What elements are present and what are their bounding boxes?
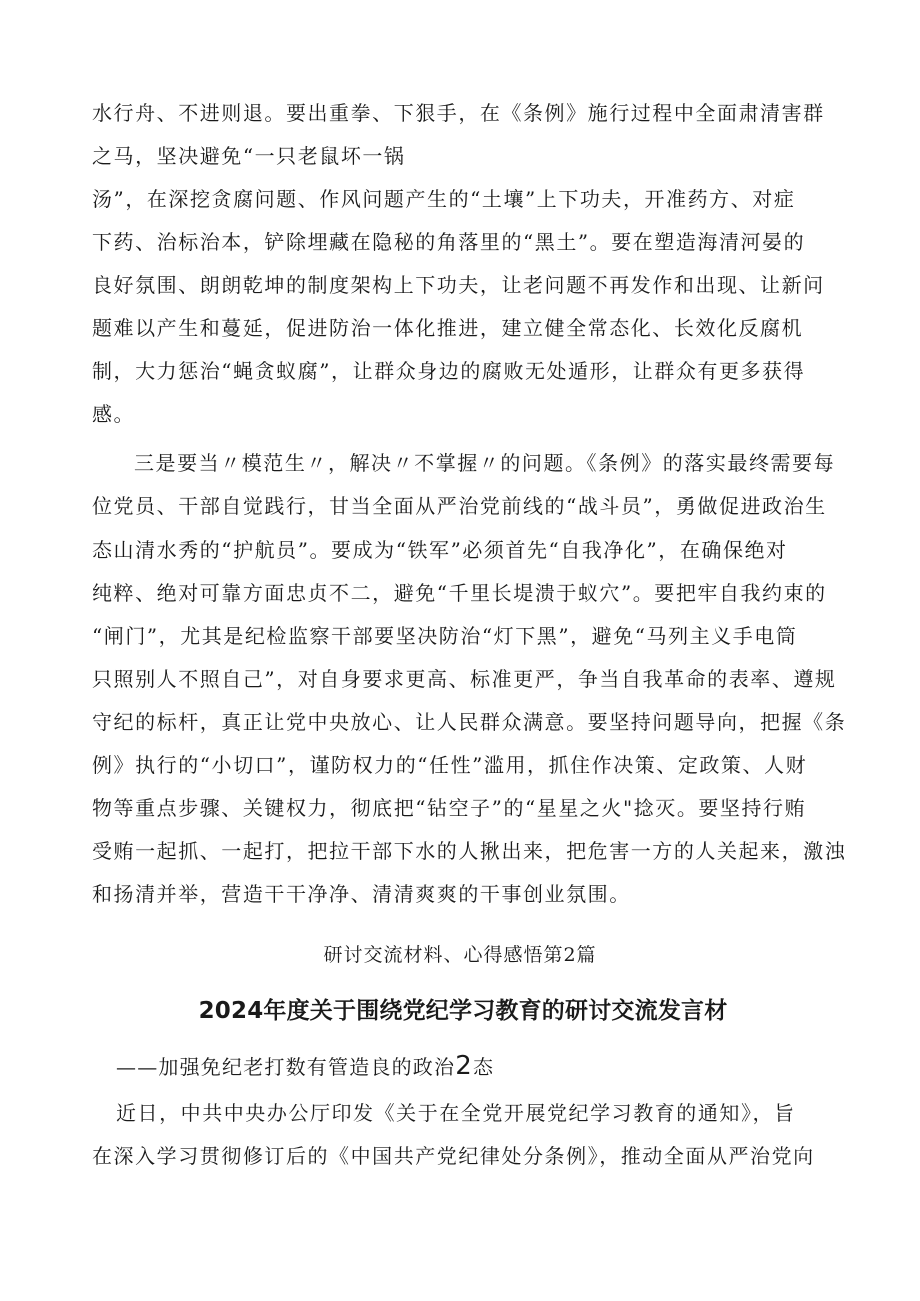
document-title: 2024年度关于围绕党纪学习教育的研讨交流发言材 xyxy=(198,998,728,1024)
paragraph-line: 三是要当〃模范生〃，解决〃不掌握〃的问题。《条例》的落实最终需要每 xyxy=(134,451,836,475)
paragraph-line: 只照别人不照自己”，对自身要求更高、标准更严，争当自我革命的表率、遵规 xyxy=(92,667,837,691)
paragraph-line: 制，大力惩治“蝇贪蚁腐”，让群众身边的腐败无处遁形，让群众有更多获得 xyxy=(92,359,806,383)
paragraph-line: 例》执行的“小切口”，谨防权力的“任性”滥用，抓住作决策、定政策、人财 xyxy=(92,753,808,777)
paragraph-line: 纯粹、绝对可靠方面忠贞不二，避免“千里长堤溃于蚁穴”。要把牢自我约束的 xyxy=(92,581,827,605)
paragraph-line: 汤”，在深挖贪腐问题、作风问题产生的“土壤”上下功夫，开准药方、对症 xyxy=(92,187,796,211)
paragraph-line: 水行舟、不进则退。要出重拳、下狠手，在《条例》施行过程中全面肃清害群 xyxy=(92,101,825,125)
paragraph-line: 和扬清并举，营造干干净净、清清爽爽的干事创业氛围。 xyxy=(92,882,631,906)
paragraph-line: 在深入学习贯彻修订后的《中国共产党纪律处分条例》，推动全面从严治党向 xyxy=(92,1144,815,1168)
subtitle-prefix: ——加强免纪老打数有管造良的政治 xyxy=(116,1055,456,1079)
section-label: 研讨交流材料、心得感悟第2篇 xyxy=(323,944,597,966)
paragraph-line: 良好氛围、朗朗乾坤的制度架构上下功夫，让老问题不再发作和出现、让新问 xyxy=(92,273,825,297)
paragraph-line: 物等重点步骤、关键权力，彻底把“钻空子”的“星星之火"捻灭。要坚持行贿 xyxy=(92,796,807,820)
paragraph-line: 题难以产生和蔓延，促进防治一体化推进，建立健全常态化、长效化反腐机 xyxy=(92,316,804,340)
paragraph-line: 近日，中共中央办公厅印发《关于在全党开展党纪学习教育的通知》，旨 xyxy=(116,1101,796,1125)
subtitle-suffix: 态 xyxy=(472,1055,495,1079)
paragraph-line: 感。 xyxy=(92,402,136,426)
paragraph-line: 守纪的标杆，真正让党中央放心、让人民群众满意。要坚持问题导向，把握《条 xyxy=(92,710,847,734)
paragraph-line: 受贿一起抓、一起打，把拉干部下水的人揪出来，把危害一方的人关起来，激浊 xyxy=(92,839,847,863)
subtitle-digit: 2 xyxy=(455,1051,473,1081)
document-subtitle xyxy=(116,1051,494,1082)
paragraph-line: “闸门”，尤其是纪检监察干部要坚决防治“灯下黑”，避免“马列主义手电筒 xyxy=(92,624,798,648)
paragraph-line: 态山清水秀的“护航员”。要成为“铁军”必须首先“自我净化”，在确保绝对 xyxy=(92,538,788,562)
paragraph-line: 位党员、干部自觉践行，甘当全面从严治党前线的“战斗员”，勇做促进政治生 xyxy=(92,494,827,518)
paragraph-line: 下药、治标治本，铲除埋藏在隐秘的角落里的“黑土”。要在塑造海清河晏的 xyxy=(92,230,806,254)
paragraph-line: 之马，坚决避免“一只老鼠坏一锅 xyxy=(92,144,406,168)
